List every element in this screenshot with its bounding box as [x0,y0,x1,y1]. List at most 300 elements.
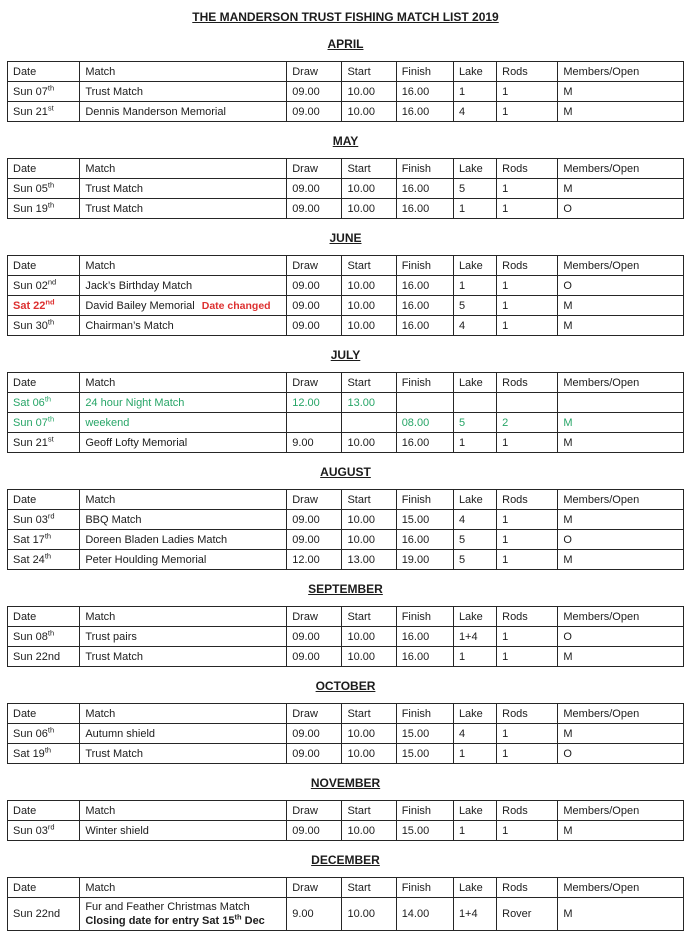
cell-match [80,647,287,667]
table-row [8,296,684,316]
cell-match [80,179,287,199]
cell-lake: 1 [453,199,496,219]
cell-lake: 5 [453,179,496,199]
cell-lake: 1 [453,276,496,296]
cell-rods [497,393,558,413]
cell-members: M [558,510,684,530]
ordinal-superscript: th [44,744,52,754]
month-heading-april: APRIL [327,37,364,51]
cell-draw: 09.00 [287,199,342,219]
match-name: Trust Match [85,202,143,215]
table-row [8,316,684,336]
cell-members: M [558,82,684,102]
match-table-april [7,61,684,122]
column-header-finish: Finish [396,490,453,510]
column-header-start: Start [342,373,396,393]
cell-finish: 08.00 [396,413,453,433]
cell-draw: 12.00 [287,550,342,570]
match-table-july [7,372,684,453]
column-header-draw: Draw [287,373,342,393]
cell-lake: 1 [453,744,496,764]
cell-finish: 19.00 [396,550,453,570]
cell-rods: 1 [497,179,558,199]
ordinal-superscript: st [47,102,54,112]
cell-members: M [558,179,684,199]
table-row [8,821,684,841]
cell-start: 10.00 [342,627,396,647]
cell-lake: 4 [453,102,496,122]
cell-members: O [558,530,684,550]
cell-finish: 16.00 [396,82,453,102]
closing-date-note: Closing date for entry Sat 15th Dec [85,912,265,927]
header-row [8,490,684,510]
cell-lake: 1+4 [453,898,496,931]
cell-members: O [558,276,684,296]
column-header-match: Match [80,878,287,898]
match-name: David Bailey Memorial [85,299,195,312]
column-header-match: Match [80,704,287,724]
cell-match [80,724,287,744]
month-heading-september: SEPTEMBER [308,582,383,596]
cell-date: Sat 24th [8,550,80,570]
header-row [8,373,684,393]
match-table-september [7,606,684,667]
column-header-lake: Lake [453,801,496,821]
cell-draw: 09.00 [287,627,342,647]
cell-draw: 09.00 [287,647,342,667]
column-header-members: Members/Open [558,801,684,821]
table-row [8,413,684,433]
cell-finish: 16.00 [396,433,453,453]
match-name: Winter shield [85,824,149,837]
column-header-rods: Rods [497,878,558,898]
column-header-match: Match [80,62,287,82]
column-header-rods: Rods [497,704,558,724]
column-header-lake: Lake [453,159,496,179]
cell-draw: 09.00 [287,82,342,102]
cell-match [80,199,287,219]
cell-rods: 1 [497,433,558,453]
cell-draw [287,413,342,433]
column-header-lake: Lake [453,878,496,898]
cell-members: M [558,647,684,667]
cell-match [80,413,287,433]
column-header-date: Date [8,878,80,898]
month-heading-june: JUNE [329,231,362,245]
column-header-start: Start [342,607,396,627]
cell-members: M [558,316,684,336]
ordinal-superscript: th [47,199,55,209]
cell-match [80,102,287,122]
column-header-members: Members/Open [558,607,684,627]
column-header-finish: Finish [396,704,453,724]
ordinal-superscript: rd [47,821,55,831]
column-header-rods: Rods [497,607,558,627]
cell-finish [396,393,453,413]
column-header-date: Date [8,256,80,276]
cell-draw: 12.00 [287,393,342,413]
cell-draw: 09.00 [287,276,342,296]
cell-lake: 1 [453,821,496,841]
cell-start: 10.00 [342,276,396,296]
column-header-lake: Lake [453,607,496,627]
column-header-finish: Finish [396,801,453,821]
table-row [8,102,684,122]
column-header-members: Members/Open [558,373,684,393]
column-header-start: Start [342,62,396,82]
cell-start: 10.00 [342,179,396,199]
cell-lake: 5 [453,530,496,550]
column-header-date: Date [8,801,80,821]
table-row [8,744,684,764]
column-header-rods: Rods [497,159,558,179]
cell-draw: 9.00 [287,433,342,453]
cell-rods: 1 [497,530,558,550]
cell-finish: 16.00 [396,296,453,316]
match-name: Fur and Feather Christmas Match [85,901,250,913]
cell-draw: 09.00 [287,510,342,530]
cell-start: 10.00 [342,296,396,316]
cell-members: M [558,821,684,841]
column-header-draw: Draw [287,490,342,510]
cell-date: Sun 21st [8,102,80,122]
cell-match [80,898,287,931]
cell-match [80,627,287,647]
match-table-november [7,800,684,841]
cell-match [80,393,287,413]
cell-finish: 15.00 [396,744,453,764]
cell-start: 13.00 [342,550,396,570]
cell-date: Sun 21st [8,433,80,453]
cell-start [342,413,396,433]
column-header-start: Start [342,490,396,510]
cell-start: 10.00 [342,510,396,530]
cell-start: 10.00 [342,199,396,219]
match-table-june [7,255,684,336]
cell-date: Sun 19th [8,199,80,219]
match-name: Dennis Manderson Memorial [85,105,226,118]
column-header-date: Date [8,490,80,510]
cell-date: Sat 22nd [8,296,80,316]
cell-rods: 1 [497,550,558,570]
ordinal-superscript: th [47,627,55,637]
column-header-date: Date [8,373,80,393]
cell-start: 10.00 [342,102,396,122]
cell-lake: 1 [453,82,496,102]
cell-lake: 1 [453,433,496,453]
cell-date: Sun 02nd [8,276,80,296]
cell-members [558,393,684,413]
cell-rods: 1 [497,276,558,296]
column-header-rods: Rods [497,62,558,82]
cell-start: 10.00 [342,744,396,764]
column-header-start: Start [342,159,396,179]
cell-start: 10.00 [342,898,396,931]
header-row [8,878,684,898]
header-row [8,256,684,276]
cell-members: M [558,550,684,570]
match-name: Trust pairs [85,630,137,643]
ordinal-superscript: th [44,550,52,560]
match-name: Geoff Lofty Memorial [85,436,188,449]
cell-lake: 4 [453,510,496,530]
cell-members: M [558,724,684,744]
cell-members: O [558,627,684,647]
ordinal-superscript: th [47,413,55,423]
cell-members: M [558,433,684,453]
match-name: Jack’s Birthday Match [85,279,193,292]
ordinal-superscript: rd [47,510,55,520]
ordinal-superscript: th [47,724,55,734]
cell-start: 10.00 [342,316,396,336]
column-header-finish: Finish [396,256,453,276]
cell-rods: 1 [497,627,558,647]
cell-rods: 1 [497,510,558,530]
match-name: BBQ Match [85,513,142,526]
column-header-draw: Draw [287,704,342,724]
cell-draw: 09.00 [287,530,342,550]
cell-draw: 09.00 [287,744,342,764]
column-header-start: Start [342,878,396,898]
cell-start: 10.00 [342,724,396,744]
column-header-match: Match [80,159,287,179]
cell-date: Sun 03rd [8,821,80,841]
date-changed-note: Date changed [201,299,271,312]
column-header-members: Members/Open [558,878,684,898]
column-header-match: Match [80,801,287,821]
column-header-lake: Lake [453,704,496,724]
cell-rods: 1 [497,296,558,316]
cell-date: Sat 06th [8,393,80,413]
ordinal-superscript: nd [45,296,55,306]
cell-match [80,276,287,296]
match-name: Trust Match [85,650,143,663]
column-header-start: Start [342,704,396,724]
column-header-members: Members/Open [558,159,684,179]
column-header-draw: Draw [287,878,342,898]
ordinal-superscript: th [47,82,55,92]
cell-rods: 1 [497,647,558,667]
cell-finish: 15.00 [396,510,453,530]
month-heading-november: NOVEMBER [310,776,381,790]
cell-members: M [558,102,684,122]
cell-date: Sun 06th [8,724,80,744]
cell-members: O [558,199,684,219]
cell-lake: 4 [453,316,496,336]
table-row [8,550,684,570]
table-row [8,433,684,453]
header-row [8,801,684,821]
cell-finish: 16.00 [396,102,453,122]
table-row [8,510,684,530]
column-header-date: Date [8,607,80,627]
cell-start: 10.00 [342,433,396,453]
column-header-match: Match [80,607,287,627]
table-row [8,393,684,413]
ordinal-superscript: st [47,433,54,443]
cell-match [80,530,287,550]
cell-finish: 16.00 [396,179,453,199]
table-row [8,199,684,219]
match-name: 24 hour Night Match [85,396,185,409]
cell-finish: 16.00 [396,530,453,550]
match-name: weekend [85,416,130,429]
match-table-august [7,489,684,570]
column-header-match: Match [80,490,287,510]
ordinal-superscript: th [234,912,242,922]
cell-members: M [558,413,684,433]
column-header-finish: Finish [396,607,453,627]
cell-date: Sun 07th [8,82,80,102]
match-name: Doreen Bladen Ladies Match [85,533,228,546]
cell-rods: 1 [497,316,558,336]
cell-match [80,550,287,570]
column-header-draw: Draw [287,607,342,627]
cell-finish: 15.00 [396,821,453,841]
cell-date: Sun 22nd [8,898,80,931]
cell-draw: 09.00 [287,179,342,199]
column-header-draw: Draw [287,801,342,821]
cell-finish: 15.00 [396,724,453,744]
month-heading-december: DECEMBER [311,853,380,867]
cell-start: 10.00 [342,821,396,841]
month-sections [7,37,684,931]
match-table-october [7,703,684,764]
cell-start: 13.00 [342,393,396,413]
column-header-date: Date [8,62,80,82]
cell-lake: 4 [453,724,496,744]
ordinal-superscript: nd [47,276,57,286]
ordinal-superscript: th [44,530,52,540]
header-row [8,62,684,82]
cell-lake: 1 [453,647,496,667]
column-header-lake: Lake [453,490,496,510]
cell-rods: 1 [497,821,558,841]
table-row [8,276,684,296]
cell-rods: 2 [497,413,558,433]
cell-rods: 1 [497,82,558,102]
cell-draw: 09.00 [287,102,342,122]
table-row [8,627,684,647]
cell-rods: 1 [497,724,558,744]
cell-finish: 16.00 [396,647,453,667]
column-header-date: Date [8,159,80,179]
match-name: Peter Houlding Memorial [85,553,207,566]
column-header-rods: Rods [497,373,558,393]
cell-match [80,433,287,453]
cell-date: Sun 08th [8,627,80,647]
cell-lake: 5 [453,413,496,433]
column-header-lake: Lake [453,373,496,393]
match-name: Chairman’s Match [85,319,174,332]
table-row [8,179,684,199]
match-table-december [7,877,684,931]
cell-date: Sat 17th [8,530,80,550]
cell-draw: 09.00 [287,724,342,744]
cell-members: O [558,744,684,764]
table-row [8,647,684,667]
cell-rods: 1 [497,102,558,122]
header-row [8,607,684,627]
cell-rods: 1 [497,744,558,764]
column-header-members: Members/Open [558,704,684,724]
table-row [8,724,684,744]
column-header-rods: Rods [497,801,558,821]
column-header-lake: Lake [453,62,496,82]
cell-lake: 5 [453,296,496,316]
cell-members: M [558,898,684,931]
cell-date: Sat 19th [8,744,80,764]
cell-match [80,744,287,764]
month-heading-august: AUGUST [320,465,371,479]
column-header-members: Members/Open [558,256,684,276]
column-header-match: Match [80,256,287,276]
column-header-members: Members/Open [558,490,684,510]
column-header-rods: Rods [497,490,558,510]
cell-match [80,296,287,316]
page-title: THE MANDERSON TRUST FISHING MATCH LIST 2019 [192,10,499,24]
cell-date: Sun 22nd [8,647,80,667]
cell-finish: 16.00 [396,276,453,296]
cell-finish: 16.00 [396,199,453,219]
column-header-finish: Finish [396,62,453,82]
header-row [8,704,684,724]
table-row [8,898,684,931]
cell-draw: 09.00 [287,316,342,336]
cell-match [80,821,287,841]
match-name: Trust Match [85,85,143,98]
cell-lake: 1+4 [453,627,496,647]
cell-match [80,316,287,336]
column-header-finish: Finish [396,878,453,898]
column-header-draw: Draw [287,62,342,82]
cell-start: 10.00 [342,530,396,550]
cell-draw: 09.00 [287,821,342,841]
ordinal-superscript: th [47,179,55,189]
cell-finish: 14.00 [396,898,453,931]
cell-draw: 9.00 [287,898,342,931]
ordinal-superscript: th [47,316,55,326]
table-row [8,530,684,550]
column-header-lake: Lake [453,256,496,276]
cell-date: Sun 07th [8,413,80,433]
cell-lake: 5 [453,550,496,570]
table-row [8,82,684,102]
column-header-finish: Finish [396,373,453,393]
match-table-may [7,158,684,219]
cell-start: 10.00 [342,647,396,667]
cell-match [80,82,287,102]
month-heading-may: MAY [332,134,359,148]
match-name: Trust Match [85,182,143,195]
column-header-finish: Finish [396,159,453,179]
cell-draw: 09.00 [287,296,342,316]
cell-match [80,510,287,530]
cell-date: Sun 03rd [8,510,80,530]
column-header-date: Date [8,704,80,724]
cell-start: 10.00 [342,82,396,102]
cell-finish: 16.00 [396,316,453,336]
column-header-members: Members/Open [558,62,684,82]
column-header-start: Start [342,801,396,821]
match-name: Autumn shield [85,727,156,740]
column-header-draw: Draw [287,159,342,179]
cell-lake [453,393,496,413]
header-row [8,159,684,179]
cell-rods: Rover [497,898,558,931]
column-header-draw: Draw [287,256,342,276]
ordinal-superscript: th [44,393,52,403]
